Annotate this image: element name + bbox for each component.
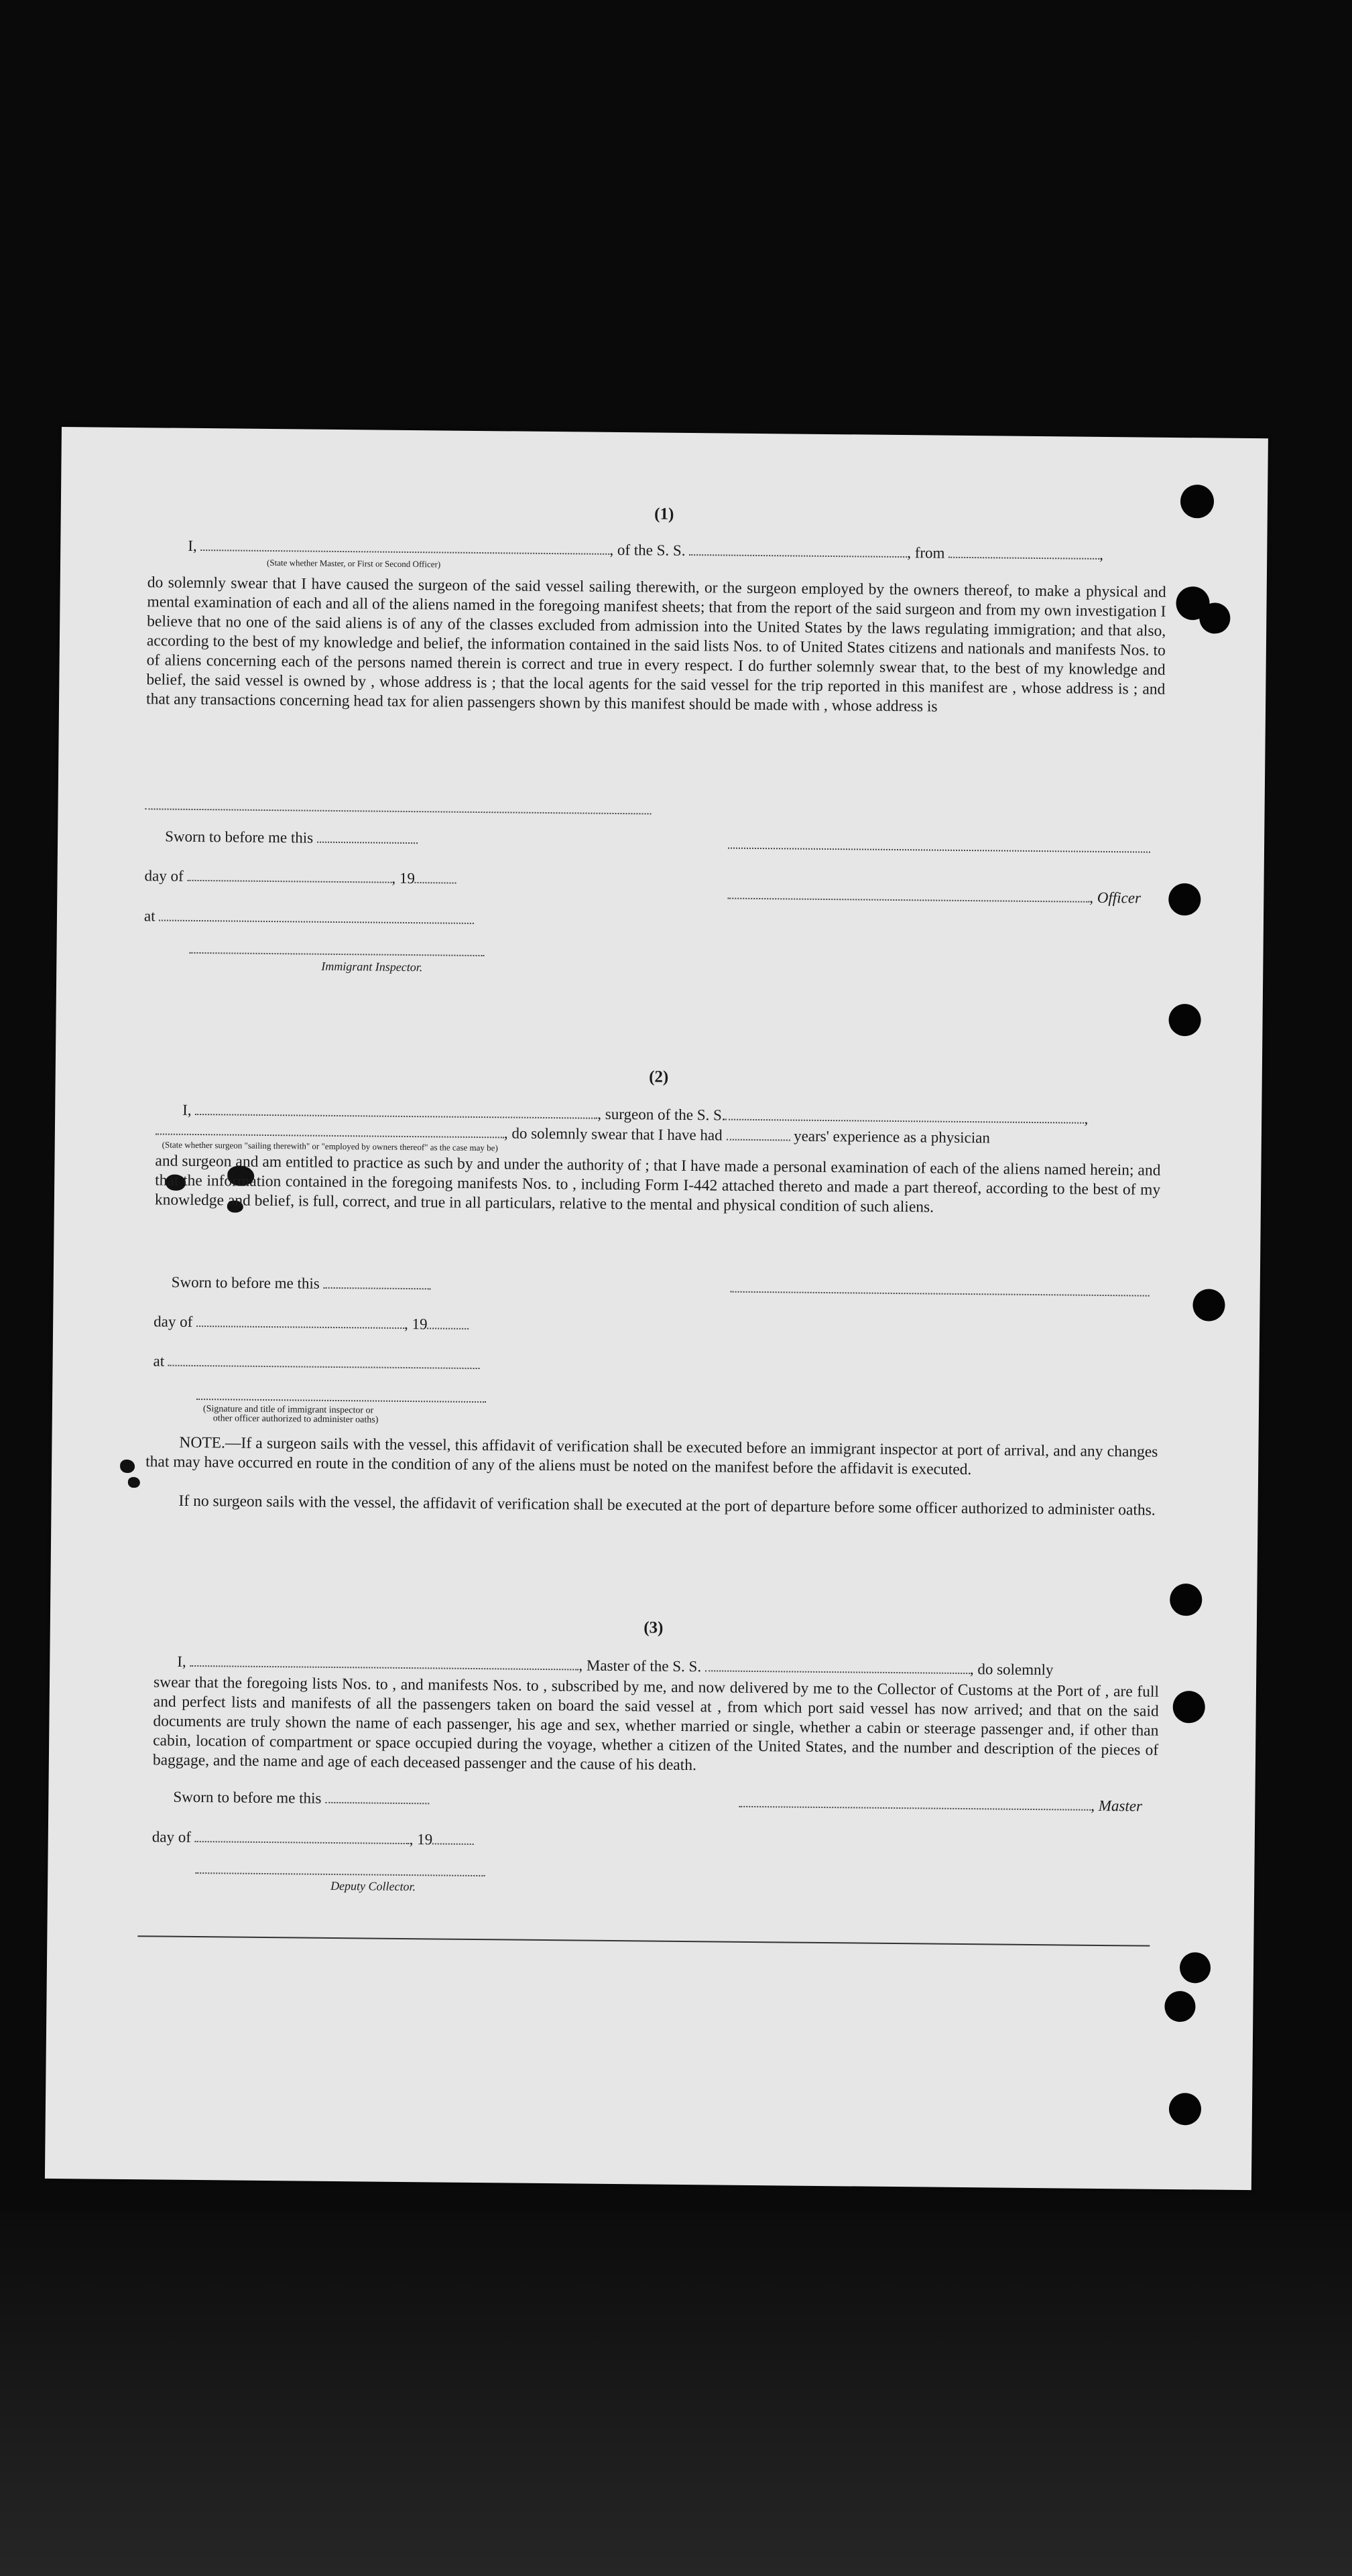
sworn-day-field-2[interactable] — [323, 1287, 430, 1290]
collector-signature-line[interactable] — [195, 1872, 485, 1876]
sig-hint-1: (Signature and title of immigrant inspector or — [202, 1404, 374, 1416]
section-3-oath-line: I, , Master of the S. S. , do solemnly — [177, 1653, 1054, 1679]
sworn-day-field[interactable] — [317, 841, 418, 844]
ink-blot — [128, 1477, 140, 1488]
binder-hole — [1173, 1691, 1205, 1723]
master-signature-row: , Master — [739, 1794, 1142, 1815]
sworn-line-2: Sworn to before me this — [172, 1274, 431, 1294]
day-of-line-3: day of , 19 — [152, 1828, 475, 1849]
surgeon-status-field[interactable] — [156, 1133, 504, 1138]
binder-hole — [1192, 1289, 1225, 1321]
background-bottom — [0, 2211, 1352, 2576]
master-signature-field[interactable] — [739, 1805, 1091, 1811]
note-paragraph: NOTE.—If a surgeon sails with the vessel, this affidavit of verification shall be executed before an immigrant inspector at port of arrival, and any changes that may have occurred en route in the condition of any of the aliens must be noted on the manifest before the affidavit is executed. — [145, 1433, 1158, 1479]
year-field-2[interactable] — [427, 1327, 469, 1330]
vessel-name-field-3[interactable] — [705, 1669, 970, 1674]
binder-hole — [1169, 2093, 1201, 2125]
years-field[interactable] — [726, 1139, 790, 1141]
sworn-line-1: Sworn to before me this — [165, 828, 418, 848]
vessel-name-field-2[interactable] — [726, 1118, 1085, 1124]
sworn-day-field-3[interactable] — [325, 1801, 429, 1804]
officer-signature-line-1[interactable] — [728, 848, 1150, 853]
oath-start: I, — [188, 537, 197, 554]
section-1-body: do solemnly swear that I have caused the surgeon of the said vessel sailing therewith, or the surgeon employed by the owners thereof, to make a physical and mental examination of each and all of the aliens named in the foregoing manifest sheets; that from the report of the said surgeon and from my own investigation I believe that no one of the said aliens is of any of the classes excluded from admission into the United States by the laws regulating immigration; and that also, according to the best of my knowledge and belief, the information contained in the said lists Nos. to of United States citizens and nationals and manifests Nos. to of aliens concerning each of the persons named therein is correct and true in every respect. I do further solemnly swear that, to the best of my knowledge and belief, the said vessel is owned by , whose address is ; that the local agents for the said vessel for the trip reported in this manifest are , whose address is ; and that any transactions concerning head tax for alien passengers shown by this manifest should be made with , whose address is — [145, 574, 1166, 716]
section-1-oath-line: I, , of the S. S. , from , — [188, 537, 1104, 563]
officer-field[interactable] — [200, 549, 609, 555]
at-place-field[interactable] — [159, 919, 474, 924]
section-3-body: swear that the foregoing lists Nos. to , and manifests Nos. to , subscribed by me, and now delivered by me to the Collector of Customs at the Port of , are full and perfect lists and manifests of all the passengers taken on board the said vessel at , from which port said vessel has now arrived; and that on the said documents are truly shown the name of each passenger, his age and sex, whether married or single, whether a cabin or steerage passenger and, if other than cabin, location of compartment or space occupied during the voyage, whether a citizen of the United States, and the number and description of the pieces of baggage, and the name and age of each deceased passenger and the cause of his death. — [152, 1673, 1160, 1775]
at-place-field-2[interactable] — [168, 1364, 480, 1369]
surgeon-name-field[interactable] — [195, 1113, 597, 1119]
day-of-line-2: day of , 19 — [153, 1313, 469, 1334]
deputy-collector-label: Deputy Collector. — [330, 1878, 416, 1894]
binder-hole — [1199, 602, 1230, 633]
year-field-3[interactable] — [432, 1842, 474, 1845]
from-label: , from — [907, 544, 945, 562]
page-bottom-rule — [137, 1935, 1150, 1946]
section-2-number: (2) — [649, 1068, 669, 1086]
note-paragraph-2: If no surgeon sails with the vessel, the affidavit of verification shall be executed at the port of departure before some officer authorized to administer oaths. — [178, 1492, 1156, 1519]
section-2-oath-line: I, , surgeon of the S. S. , — [182, 1101, 1089, 1127]
ink-blot — [120, 1460, 135, 1473]
section-3-number: (3) — [643, 1618, 664, 1637]
month-field-2[interactable] — [196, 1325, 404, 1329]
officer-signature-row: , Officer — [727, 886, 1141, 907]
binder-hole — [1168, 1004, 1201, 1036]
year-field[interactable] — [415, 881, 456, 884]
at-line-2: at — [153, 1352, 480, 1373]
section-2-body: and surgeon and am entitled to practice as such by and under the authority of ; that I have made a personal examination of each of the aliens named herein; and that the information contained in the foregoing manifests Nos. to , including Form I-442 attached thereto and made a part thereof, according to the best of my knowledge and belief, is full, correct, and true in all particulars, relative to the mental and physical condition of such aliens. — [154, 1152, 1161, 1216]
sworn-line-3: Sworn to before me this — [173, 1789, 429, 1809]
month-field[interactable] — [187, 879, 391, 883]
binder-hole — [1164, 1991, 1195, 2022]
master-name-field[interactable] — [190, 1665, 578, 1671]
section-1-end-line — [145, 808, 652, 814]
sig-hint-2: other officer authorized to administer oaths) — [212, 1413, 379, 1425]
surgeon-signature-line[interactable] — [731, 1291, 1150, 1297]
binder-hole — [1170, 1584, 1202, 1616]
day-of-line-1: day of , 19 — [144, 867, 456, 887]
section-1-number: (1) — [654, 505, 674, 523]
inspector-signature-line[interactable] — [189, 952, 484, 956]
officer-signature-line-2[interactable] — [196, 1399, 486, 1403]
binder-hole — [1180, 1952, 1211, 1983]
officer-hint: (State whether Master, or First or Second Officer) — [266, 557, 441, 570]
section-2-line-2: , do solemnly swear that I have had years' experience as a physician — [156, 1121, 990, 1147]
month-field-3[interactable] — [195, 1840, 410, 1844]
vessel-name-field[interactable] — [689, 554, 907, 558]
immigrant-inspector-label: Immigrant Inspector. — [321, 959, 423, 974]
at-line-1: at — [144, 907, 475, 928]
officer-signature-field[interactable] — [727, 897, 1089, 903]
of-ss-label: , of the S. S. — [609, 541, 686, 559]
surgeon-hint: (State whether surgeon "sailing therewith" or "employed by owners thereof" as the case may be) — [162, 1139, 498, 1153]
binder-hole — [1168, 883, 1201, 915]
from-port-field[interactable] — [948, 556, 1099, 560]
manifest-affidavit-page — [45, 427, 1268, 2190]
